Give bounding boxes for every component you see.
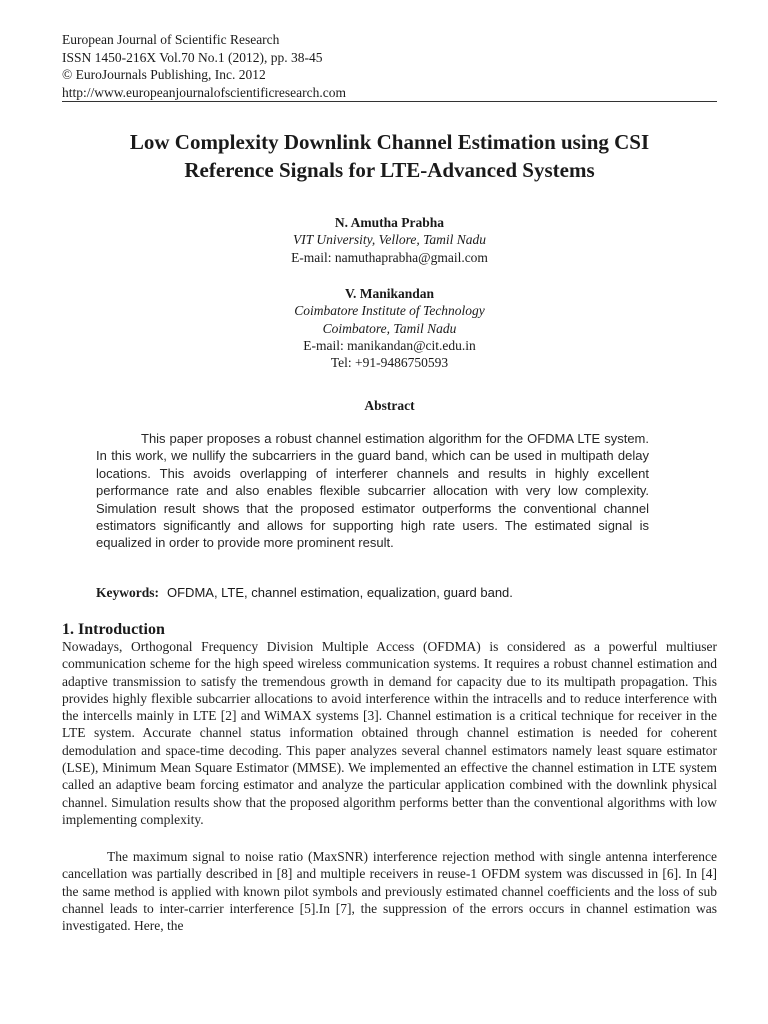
journal-name: European Journal of Scientific Research: [62, 32, 280, 47]
journal-issn: ISSN 1450-216X Vol.70 No.1 (2012), pp. 38-45: [62, 49, 323, 65]
keywords-label: Keywords:: [96, 585, 159, 600]
title-line-1: Low Complexity Downlink Channel Estimation using CSI: [129, 130, 650, 154]
author-tel: Tel: +91-9486750593: [330, 355, 449, 371]
header-divider: [62, 101, 717, 102]
keywords: [96, 585, 513, 601]
abstract-heading: Abstract: [364, 398, 415, 413]
author-2: [62, 285, 717, 371]
paper-title: [62, 129, 717, 184]
journal-copyright: © EuroJournals Publishing, Inc. 2012: [62, 67, 266, 82]
introduction-paragraph-2: The maximum signal to noise ratio (MaxSNR) interference rejection method with single antenna interference cancellation was partially described in [8] and multiple receivers in reuse-1 OFDM system was discussed in [6]. In [4] the same method is applied with known pilot symbols and previously estimated channel coefficients and the loss of sub channel leads to inter-carrier interference [5].In [7], the suppression of the errors occurs in channel estimation was investigated. Here, the: [62, 849, 717, 934]
author-affiliation: VIT University, Vellore, Tamil Nadu: [292, 232, 486, 248]
section-heading-introduction: 1. Introduction: [62, 621, 165, 638]
author-email[interactable]: E-mail: namuthaprabha@gmail.com: [291, 249, 488, 265]
author-affiliation: Coimbatore, Tamil Nadu: [322, 320, 457, 336]
author-email[interactable]: E-mail: manikandan@cit.edu.in: [303, 337, 476, 353]
author-name: V. Manikandan: [344, 286, 435, 301]
author-1: [62, 214, 717, 266]
author-affiliation: Coimbatore Institute of Technology: [294, 303, 485, 319]
journal-header: [62, 31, 346, 101]
author-name: N. Amutha Prabha: [334, 215, 445, 230]
journal-url[interactable]: http://www.europeanjournalofscientificresearch.com: [62, 84, 347, 100]
keywords-text: OFDMA, LTE, channel estimation, equalization, guard band.: [167, 585, 513, 600]
abstract-text: This paper proposes a robust channel estimation algorithm for the OFDMA LTE system. In this work, we nullify the subcarriers in the guard band, which can be used in multipath delay locations. This avoids overlapping of interferer channels and results in highly excellent performance rate and also enables flexible subcarrier allocation with very low complexity. Simulation result shows that the proposed estimator outperforms the conventional channel estimators significantly and allows for supporting high rate users. The estimated signal is equalized in order to provide more prominent result.: [96, 431, 649, 551]
introduction-paragraph-1: Nowadays, Orthogonal Frequency Division Multiple Access (OFDMA) is considered as a powerful multiuser communication scheme for the high speed wireless communication systems. It requires a robust channel estimation and adaptive transmission to satisfy the tremendous growth in demand for capacity due to its multipath propagation. This provides highly flexible subcarrier allocations to avoid interference within the intracells and to reduce interference with the intercells mainly in LTE [2] and WiMAX systems [3]. Channel estimation is a critical technique for receiver in the LTE system. Accurate channel status information obtained through channel estimation is needed for coherent demodulation and space-time decoding. This paper analyzes several channel estimators namely least square estimator (LSE), Minimum Mean Square Estimator (MMSE). We implemented an effective the channel estimation in LTE system called an adaptive beam forcing estimator and analyze the particular application combined with the downlink physical channel. Simulation results show that the proposed algorithm performs better than the conventional algorithms with low implementing complexity.: [62, 639, 717, 827]
title-line-2: Reference Signals for LTE-Advanced Systems: [184, 157, 595, 182]
